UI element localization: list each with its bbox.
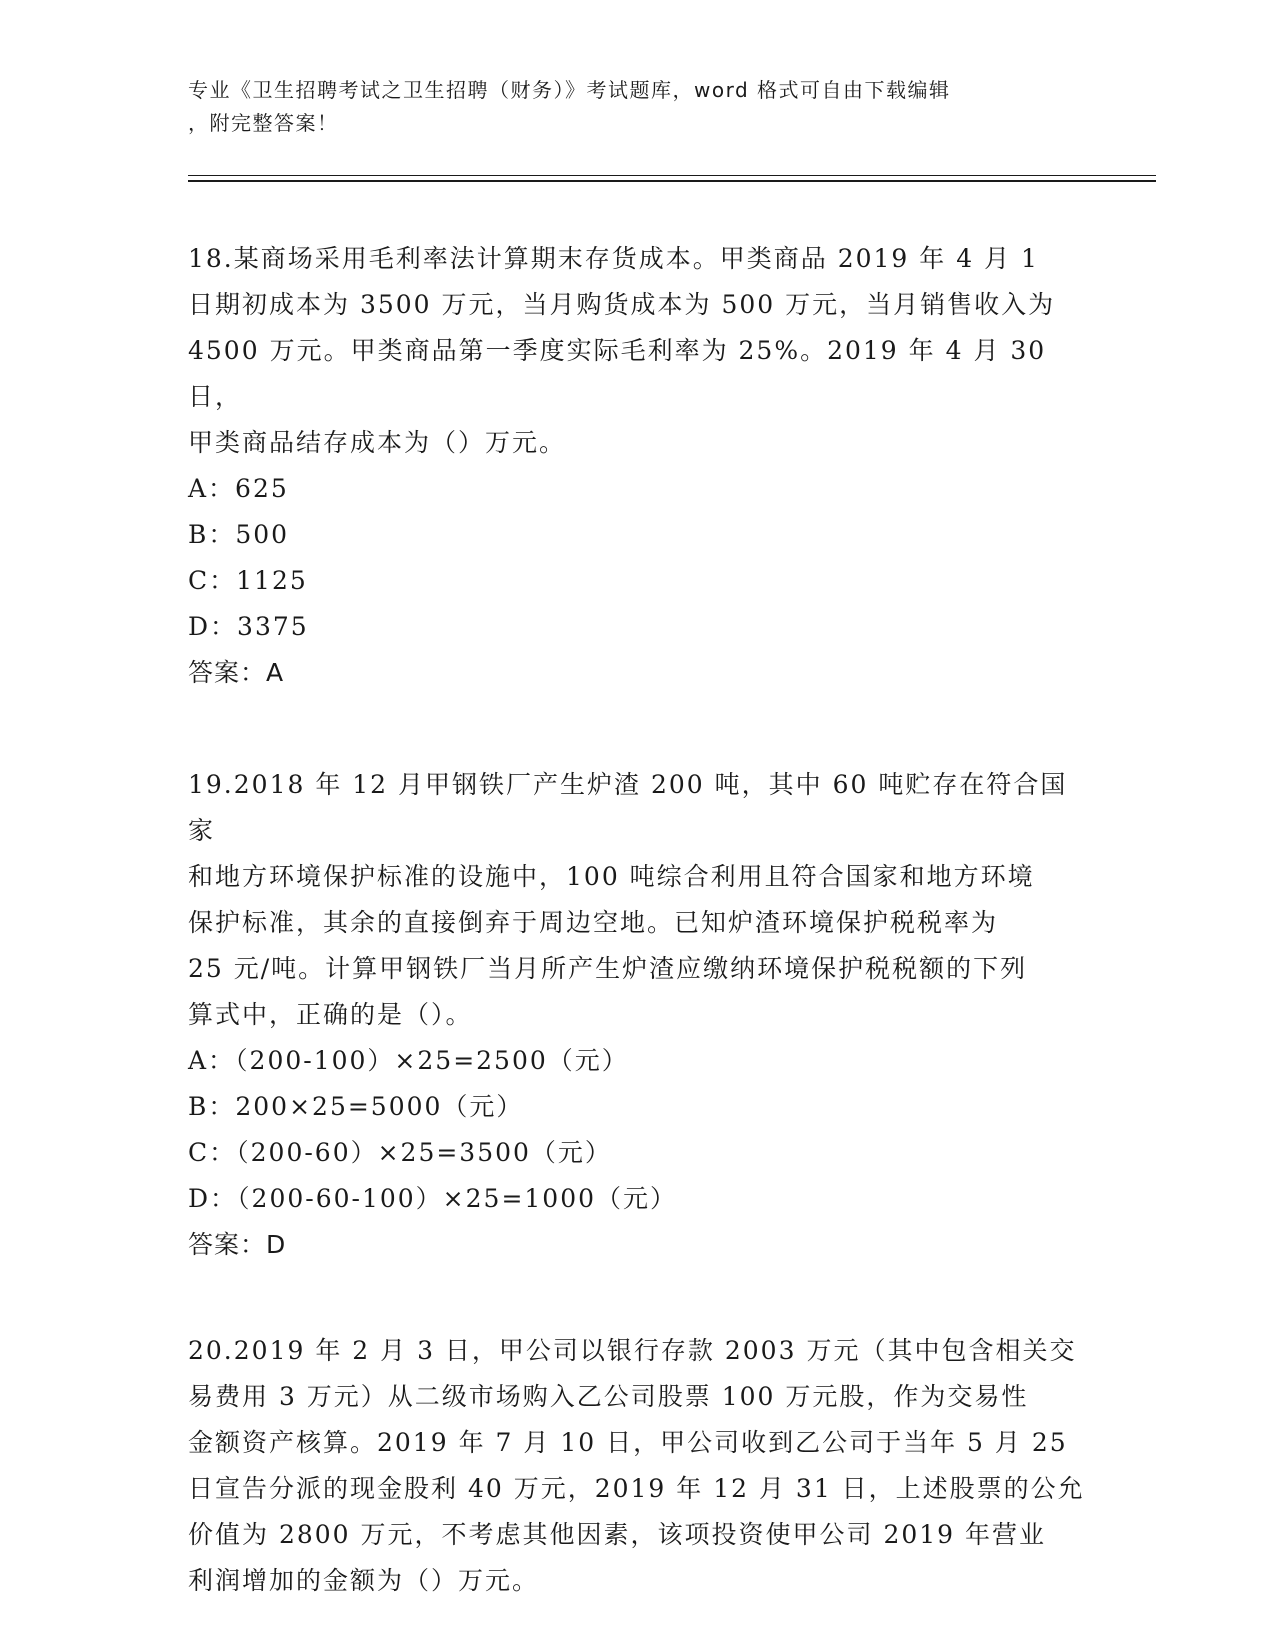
question-stem — [188, 762, 1088, 1038]
stem-line: 19.2018 年 12 月甲钢铁厂产生炉渣 200 吨，其中 60 吨贮存在符合国家 — [188, 770, 1068, 845]
stem-line: 甲类商品结存成本为（）万元。 — [188, 428, 567, 457]
stem-line: 18.某商场采用毛利率法计算期末存货成本。甲类商品 2019 年 4 月 1 — [188, 244, 1039, 273]
stem-line: 算式中，正确的是（）。 — [188, 1000, 473, 1029]
header-divider-thin — [188, 175, 1156, 176]
question-18 — [188, 236, 1088, 696]
option-c: C：（200-60）×25=3500（元） — [188, 1138, 612, 1167]
stem-line: 25 元/吨。计算甲钢铁厂当月所产生炉渣应缴纳环境保护税税额的下列 — [188, 954, 1028, 983]
stem-line: 4500 万元。甲类商品第一季度实际毛利率为 25%。2019 年 4 月 30 日， — [188, 336, 1047, 411]
option-d: D：（200-60-100）×25=1000（元） — [188, 1184, 678, 1213]
question-stem — [188, 236, 1088, 466]
stem-line: 保护标准，其余的直接倒弃于周边空地。已知炉渣环境保护税税率为 — [188, 908, 999, 937]
header-line-1: 专业《卫生招聘考试之卫生招聘（财务）》考试题库，word 格式可自由下载编辑 — [188, 78, 951, 102]
header-line-2: ，附完整答案！ — [188, 111, 339, 135]
option-d: D：3375 — [188, 612, 309, 641]
stem-line: 易费用 3 万元）从二级市场购入乙公司股票 100 万元股，作为交易性 — [188, 1382, 1029, 1411]
option-b: B：200×25=5000（元） — [188, 1092, 524, 1121]
stem-line: 日宣告分派的现金股利 40 万元，2019 年 12 月 31 日，上述股票的公允 — [188, 1474, 1085, 1503]
option-a: A：625 — [188, 474, 289, 503]
stem-line: 日期初成本为 3500 万元，当月购货成本为 500 万元，当月销售收入为 — [188, 290, 1056, 319]
stem-line: 20.2019 年 2 月 3 日，甲公司以银行存款 2003 万元（其中包含相关交 — [188, 1336, 1077, 1365]
question-19 — [188, 762, 1088, 1268]
question-stem — [188, 1328, 1088, 1604]
answer-line: 答案：D — [188, 1230, 287, 1259]
option-b: B：500 — [188, 520, 290, 549]
question-list — [188, 236, 1088, 1604]
option-a: A：（200-100）×25=2500（元） — [188, 1046, 629, 1075]
document-header — [188, 74, 1068, 140]
stem-line: 金额资产核算。2019 年 7 月 10 日，甲公司收到乙公司于当年 5 月 25 — [188, 1428, 1068, 1457]
stem-line: 和地方环境保护标准的设施中，100 吨综合利用且符合国家和地方环境 — [188, 862, 1035, 891]
stem-line: 价值为 2800 万元，不考虑其他因素，该项投资使甲公司 2019 年营业 — [188, 1520, 1047, 1549]
stem-line: 利润增加的金额为（）万元。 — [188, 1566, 540, 1595]
question-20 — [188, 1328, 1088, 1604]
answer-line: 答案：A — [188, 658, 285, 687]
header-divider-thick — [188, 180, 1156, 182]
option-c: C：1125 — [188, 566, 308, 595]
